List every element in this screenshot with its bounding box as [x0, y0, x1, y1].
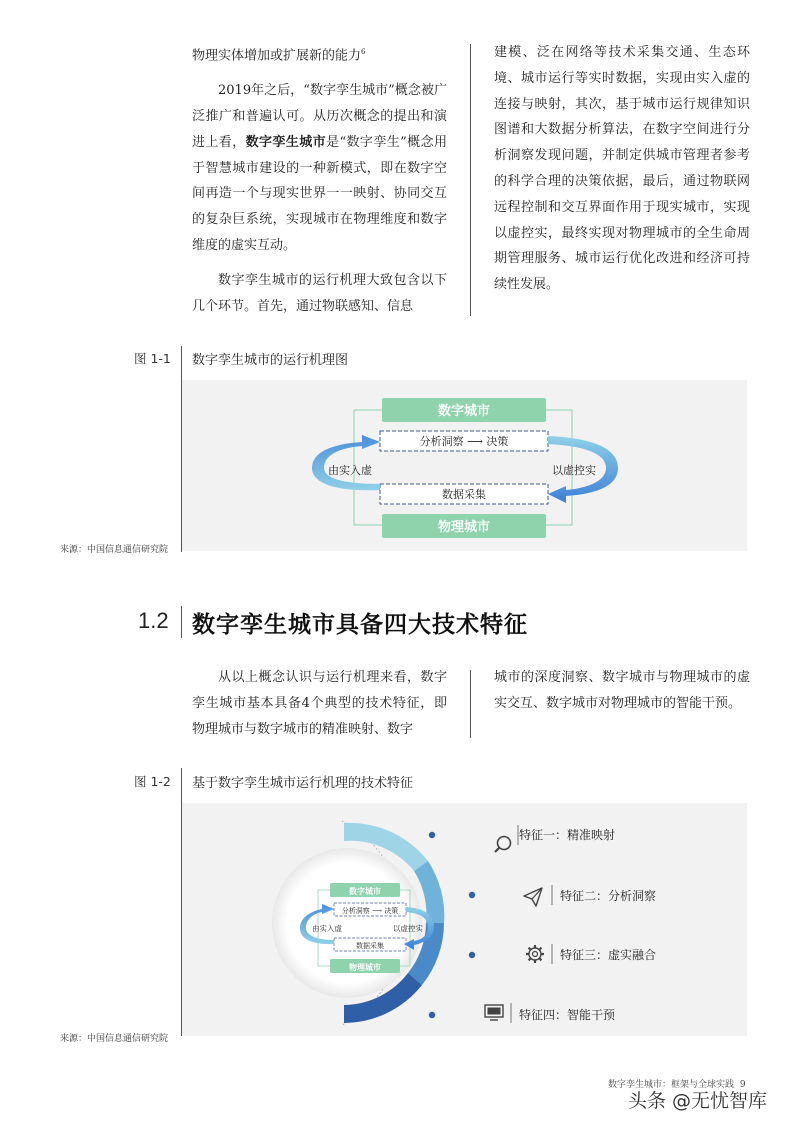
page-number: 9 — [739, 1080, 746, 1090]
feature-label-3: 特征三：虚实融合 — [560, 948, 657, 962]
section-divider — [181, 606, 182, 638]
paragraph-text: 2019年之后，“数字孪生城市”概念被广泛推广和普遍认可。从历次概念的提出和演进上看， — [192, 83, 447, 150]
figure-source: 来源：中国信息通信研究院 — [60, 1034, 169, 1044]
section-title: 数字孪生城市具备四大技术特征 — [192, 611, 528, 638]
data-collect-label: 数据采集 — [356, 942, 384, 950]
digital-city-label: 数字城市 — [349, 886, 381, 896]
paragraph-text: 物理实体增加或扩展新的能力 — [192, 48, 362, 64]
bold-term: 数字孪生城市 — [245, 134, 327, 150]
physical-city-label: 物理城市 — [349, 962, 381, 972]
operation-mechanism-diagram — [182, 380, 747, 551]
figure-label: 图 1-1 — [134, 351, 171, 366]
physical-city-label: 物理城市 — [437, 520, 491, 535]
orbit-dot — [429, 1012, 435, 1018]
paragraph — [192, 40, 447, 69]
feature-label-1: 特征一：精准映射 — [519, 828, 616, 842]
figure-source: 来源：中国信息通信研究院 — [60, 545, 169, 555]
section-column-2 — [494, 665, 750, 726]
real-to-virtual-label: 由实入虚 — [312, 924, 342, 933]
virtual-to-real-label: 以虚控实 — [552, 464, 596, 477]
orbit-dot — [469, 892, 475, 898]
column-divider — [470, 44, 471, 316]
column-divider — [470, 670, 471, 738]
analysis-label: 分析洞察 ⟶ 决策 — [341, 907, 399, 915]
watermark: 头条 @无忧智库 — [628, 1090, 768, 1112]
digital-city-label: 数字城市 — [437, 404, 491, 419]
technical-features-diagram — [182, 803, 747, 1036]
footer-title: 数字孪生城市：框架与全球实践 — [608, 1080, 735, 1090]
gear-icon — [526, 945, 544, 963]
feature-label-2: 特征二：分析洞察 — [560, 889, 657, 903]
left-cycle-arrow — [312, 435, 380, 490]
data-collect-label: 数据采集 — [442, 488, 486, 501]
figure-title: 基于数字孪生城市运行机理的技术特征 — [192, 776, 414, 791]
paper-plane-icon — [524, 888, 542, 906]
footnote-mark: 6 — [361, 48, 366, 56]
monitor-icon — [485, 1005, 503, 1020]
orbit-dot — [469, 952, 475, 958]
analysis-label: 分析洞察 ⟶ 决策 — [419, 435, 509, 448]
orbit-dot — [429, 832, 435, 838]
figure-label: 图 1-2 — [134, 774, 171, 789]
feature-label-4: 特征四：智能干预 — [519, 1008, 616, 1022]
section-column-1 — [192, 665, 447, 751]
inner-circle — [272, 848, 422, 998]
paragraph: 从以上概念认识与运行机理来看，数字孪生城市基本具备4个典型的技术特征，即物理城市与数字城市的精准映射、数字 — [192, 670, 447, 737]
paragraph — [192, 78, 447, 259]
paragraph-text: 是“数字孪生”概念用于智慧城市建设的一种新模式，即在数字空间再造一个与现实世界一一映射、协同交互的复杂巨系统，实现城市在物理维度和数字维度的虚实互动。 — [192, 134, 447, 253]
paragraph: 数字孪生城市的运行机理大致包含以下几个环节。首先，通过物联感知、信息 — [192, 272, 447, 314]
section-number: 1.2 — [138, 608, 169, 633]
paragraph: 建模、泛在网络等技术采集交通、生态环境、城市运行等实时数据，实现由实入虚的连接与映射，其次，基于城市运行规律知识图谱和大数据分析算法，在数字空间进行分析洞察发现问题，并制定供城市管理者参考的科学合理的决策依据，最后，通过物联网远程控制和交互界面作用于现实城市，实现以虚控实，最终实现对物理城市的全生命周期管理服务、城市运行优化改进和经济可持续性发展。 — [494, 45, 750, 293]
body-column-1 — [192, 40, 447, 328]
figure-title: 数字孪生城市的运行机理图 — [192, 353, 349, 368]
paragraph: 城市的深度洞察、数字城市与物理城市的虚实交互、数字城市对物理城市的智能干预。 — [494, 670, 750, 711]
magnifier-icon — [495, 837, 511, 853]
body-column-2 — [494, 40, 750, 307]
virtual-to-real-label: 以虚控实 — [393, 924, 423, 933]
real-to-virtual-label: 由实入虚 — [328, 464, 372, 477]
